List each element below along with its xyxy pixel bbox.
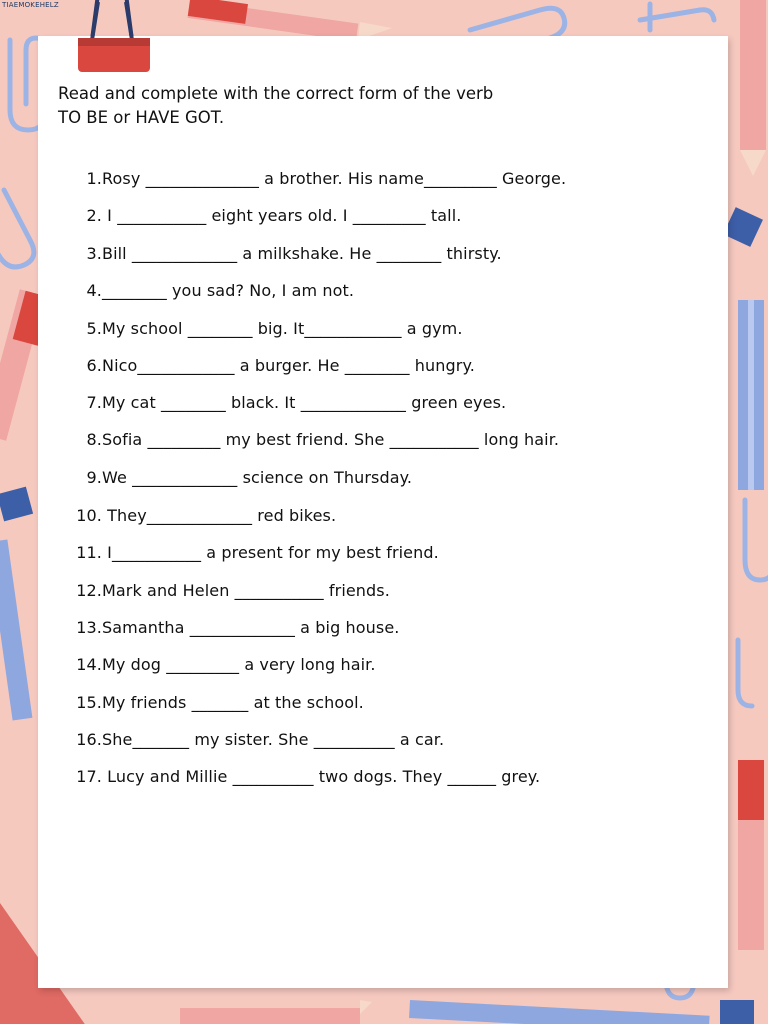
pencil-icon [409, 1000, 710, 1024]
exercise-number: 7. [86, 393, 102, 412]
exercise-text: Samantha _____________ a big house. [102, 618, 400, 637]
exercise-text: Nico____________ a burger. He ________ hungry. [102, 356, 475, 375]
watermark-text: TIAEMOKEHELZ [2, 1, 59, 9]
exercise-text: My cat ________ black. It _____________ green eyes. [102, 393, 507, 412]
exercise-number: 16. [76, 730, 102, 749]
exercise-text: We _____________ science on Thursday. [102, 468, 413, 487]
exercise-item [72, 506, 336, 525]
exercise-text: She_______ my sister. She __________ a car. [102, 730, 445, 749]
exercise-item [72, 430, 559, 449]
exercise-number: 14. [76, 655, 102, 674]
exercise-number: 4. [86, 281, 102, 300]
binder-clip-icon [720, 1000, 754, 1024]
exercise-item [72, 543, 439, 562]
exercise-item [72, 281, 354, 300]
instructions-line-1: Read and complete with the correct form of the verb [58, 84, 494, 103]
pen-icon [738, 300, 764, 490]
exercise-item [72, 468, 412, 487]
exercise-item [72, 730, 444, 749]
exercise-text: I___________ a present for my best friend. [102, 543, 439, 562]
exercise-text: My school ________ big. It____________ a gym. [102, 319, 463, 338]
exercise-item [72, 655, 376, 674]
exercise-item [72, 393, 506, 412]
binder-clip-icon [723, 207, 763, 247]
exercise-text: Mark and Helen ___________ friends. [102, 581, 390, 600]
exercise-number: 8. [86, 430, 102, 449]
exercise-item [72, 693, 364, 712]
exercise-text: They_____________ red bikes. [102, 506, 337, 525]
exercise-number: 13. [76, 618, 102, 637]
pencil-icon [740, 0, 766, 176]
exercise-number: 3. [86, 244, 102, 263]
exercise-text: Bill _____________ a milkshake. He ________ thirsty. [102, 244, 502, 263]
exercise-number: 12. [76, 581, 102, 600]
exercise-number: 2. [86, 206, 102, 225]
exercise-item [72, 244, 502, 263]
exercise-item [72, 618, 399, 637]
pen-icon [0, 539, 32, 720]
instructions [58, 82, 618, 130]
exercise-text: Rosy ______________ a brother. His name_________ George. [102, 169, 567, 188]
paperclip-icon [738, 640, 752, 706]
exercise-text: My friends _______ at the school. [102, 693, 364, 712]
exercise-number: 9. [86, 468, 102, 487]
exercise-text: I ___________ eight years old. I _________ tall. [102, 206, 462, 225]
exercise-text: Lucy and Millie __________ two dogs. They ______ grey. [102, 767, 541, 786]
exercise-text: ________ you sad? No, I am not. [102, 281, 355, 300]
exercise-item [72, 356, 475, 375]
exercise-number: 10. [76, 506, 102, 525]
exercise-text: Sofia _________ my best friend. She ___________ long hair. [102, 430, 560, 449]
exercise-number: 5. [86, 319, 102, 338]
instructions-line-2: TO BE or HAVE GOT. [58, 108, 225, 127]
paperclip-icon [745, 500, 768, 580]
binder-clip-icon [0, 487, 33, 522]
exercise-number: 11. [76, 543, 102, 562]
exercise-number: 15. [76, 693, 102, 712]
binder-clip-icon [74, 0, 154, 80]
paperclip-icon [640, 4, 714, 30]
exercise-item [72, 581, 390, 600]
exercise-item [72, 319, 463, 338]
exercise-item [72, 767, 540, 786]
paperclip-icon [0, 190, 34, 267]
exercise-item [72, 206, 461, 225]
pencil-icon [180, 1000, 372, 1024]
exercise-number: 6. [86, 356, 102, 375]
exercise-number: 17. [76, 767, 102, 786]
exercise-text: My dog _________ a very long hair. [102, 655, 376, 674]
exercise-item [72, 169, 566, 188]
pen-icon [738, 760, 764, 950]
exercise-number: 1. [86, 169, 102, 188]
